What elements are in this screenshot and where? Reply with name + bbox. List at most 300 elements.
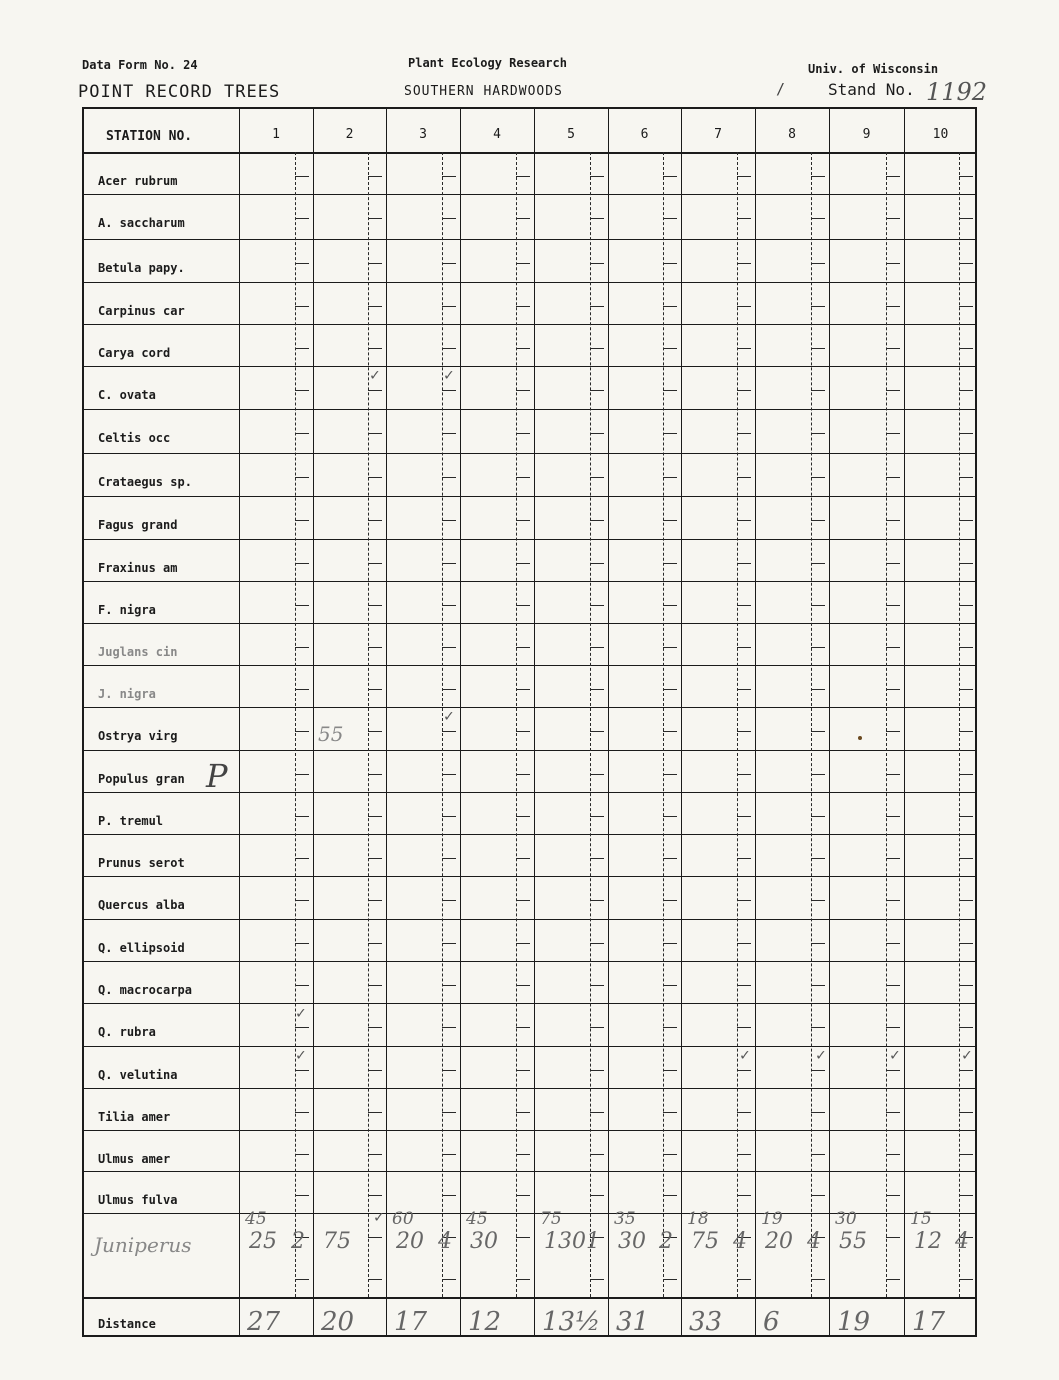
- juniperus-top-value: 45: [466, 1209, 488, 1229]
- sub-tick: [959, 858, 973, 859]
- sub-tick: [590, 306, 604, 307]
- sub-tick: [663, 1279, 677, 1280]
- sub-tick: [590, 433, 604, 434]
- sub-tick: [886, 774, 900, 775]
- sub-tick: [590, 816, 604, 817]
- sub-tick: [295, 985, 309, 986]
- juniperus-count: 2: [291, 1229, 305, 1254]
- sub-tick: [516, 176, 530, 177]
- subcolumn-line: [368, 152, 369, 1297]
- sub-tick: [886, 433, 900, 434]
- sub-tick: [368, 563, 382, 564]
- row-divider: [84, 876, 975, 877]
- sub-tick: [663, 1027, 677, 1028]
- sub-tick: [368, 306, 382, 307]
- sub-tick: [590, 176, 604, 177]
- record-table: [82, 107, 977, 1337]
- juniperus-bottom-value: 75: [323, 1229, 351, 1254]
- sub-tick: [516, 477, 530, 478]
- species-label: Populus gran: [98, 772, 185, 786]
- row-divider: [84, 239, 975, 240]
- distance-value: 33: [689, 1307, 723, 1337]
- sub-tick: [442, 433, 456, 434]
- sub-tick: [811, 689, 825, 690]
- sub-tick: [886, 943, 900, 944]
- sub-tick: [737, 647, 751, 648]
- sub-tick: [886, 218, 900, 219]
- sub-tick: [737, 520, 751, 521]
- sub-tick: [295, 218, 309, 219]
- sub-tick: [590, 774, 604, 775]
- sub-tick: [442, 816, 456, 817]
- sub-tick: [663, 943, 677, 944]
- sub-tick: [886, 520, 900, 521]
- sub-tick: [663, 1154, 677, 1155]
- species-label: F. nigra: [98, 603, 156, 617]
- sub-tick: [663, 348, 677, 349]
- sub-tick: [737, 985, 751, 986]
- sub-tick: [959, 1279, 973, 1280]
- row-divider: [84, 623, 975, 624]
- sub-tick: [886, 647, 900, 648]
- sub-tick: [442, 263, 456, 264]
- sub-tick: [368, 1154, 382, 1155]
- sub-tick: [295, 390, 309, 391]
- column-divider: [829, 109, 830, 1335]
- station-number: 2: [345, 127, 354, 142]
- sub-tick: [590, 731, 604, 732]
- sub-tick: [442, 1027, 456, 1028]
- sub-tick: [737, 900, 751, 901]
- sub-tick: [959, 263, 973, 264]
- sub-tick: [590, 900, 604, 901]
- species-label: Q. macrocarpa: [98, 983, 192, 997]
- sub-tick: [295, 1027, 309, 1028]
- sub-tick: [442, 390, 456, 391]
- sub-tick: [442, 176, 456, 177]
- sub-tick: [590, 477, 604, 478]
- sub-tick: [811, 563, 825, 564]
- sub-tick: [368, 263, 382, 264]
- sub-tick: [442, 900, 456, 901]
- sub-tick: [886, 1070, 900, 1071]
- sub-tick: [590, 1154, 604, 1155]
- sub-tick: [295, 306, 309, 307]
- sub-tick: [590, 1070, 604, 1071]
- sub-tick: [959, 390, 973, 391]
- check-mark: ✓: [444, 706, 454, 725]
- series-title: SOUTHERN HARDWOODS: [404, 84, 563, 99]
- sub-tick: [886, 306, 900, 307]
- sub-tick: [516, 900, 530, 901]
- sub-tick: [516, 605, 530, 606]
- station-number: 3: [419, 127, 427, 142]
- sub-tick: [959, 306, 973, 307]
- sub-tick: [590, 1112, 604, 1113]
- station-number: 7: [714, 127, 722, 142]
- sub-tick: [368, 985, 382, 986]
- sub-tick: [811, 647, 825, 648]
- station-number: 1: [272, 127, 280, 142]
- juniperus-top-value: 19: [761, 1209, 783, 1229]
- species-label: Ostrya virg: [98, 729, 178, 743]
- column-divider: [386, 109, 387, 1335]
- sub-tick: [295, 520, 309, 521]
- sub-tick: [663, 263, 677, 264]
- sub-tick: [368, 943, 382, 944]
- sub-tick: [590, 1195, 604, 1196]
- sub-tick: [295, 477, 309, 478]
- sub-tick: [516, 306, 530, 307]
- sub-tick: [368, 1027, 382, 1028]
- stand-number-label: Stand No.: [828, 80, 915, 99]
- species-label: A. saccharum: [98, 216, 185, 230]
- sub-tick: [737, 390, 751, 391]
- species-label: Acer rubrum: [98, 174, 178, 188]
- sub-tick: [516, 1279, 530, 1280]
- sub-tick: [737, 943, 751, 944]
- sub-tick: [811, 433, 825, 434]
- species-label: Juglans cin: [98, 645, 178, 659]
- sub-tick: [886, 1279, 900, 1280]
- check-mark: ✓: [444, 365, 454, 384]
- sub-tick: [737, 477, 751, 478]
- subcolumn-line: [516, 152, 517, 1297]
- populus-p-mark: P: [206, 757, 228, 795]
- sub-tick: [295, 774, 309, 775]
- check-mark: ✓: [296, 1003, 306, 1022]
- sub-tick: [442, 1070, 456, 1071]
- sub-tick: [590, 985, 604, 986]
- juniperus-count: 1: [586, 1229, 600, 1254]
- sub-tick: [295, 689, 309, 690]
- form-title: POINT RECORD TREES: [78, 82, 281, 102]
- species-label: Quercus alba: [98, 898, 185, 912]
- species-label: Betula papy.: [98, 261, 185, 275]
- sub-tick: [886, 731, 900, 732]
- sub-tick: [886, 858, 900, 859]
- species-label: Q. velutina: [98, 1068, 178, 1082]
- sub-tick: [886, 1195, 900, 1196]
- sub-tick: [959, 1154, 973, 1155]
- sub-tick: [737, 563, 751, 564]
- sub-tick: [516, 731, 530, 732]
- sub-tick: [663, 858, 677, 859]
- sub-tick: [737, 218, 751, 219]
- juniperus-bottom-value: 30: [618, 1229, 646, 1254]
- juniperus-top-value: 15: [910, 1209, 932, 1229]
- sub-tick: [959, 689, 973, 690]
- sub-tick: [368, 858, 382, 859]
- sub-tick: [442, 1195, 456, 1196]
- row-divider: [84, 366, 975, 367]
- check-mark: ✓: [816, 1045, 826, 1064]
- juniperus-count: 4: [438, 1229, 452, 1254]
- distance-value: 12: [468, 1307, 502, 1337]
- sub-tick: [811, 605, 825, 606]
- sub-tick: [368, 816, 382, 817]
- sub-tick: [886, 985, 900, 986]
- sub-tick: [737, 1027, 751, 1028]
- sub-tick: [590, 605, 604, 606]
- handwritten-species: Juniperus: [94, 1233, 192, 1257]
- subcolumn-line: [442, 152, 443, 1297]
- sub-tick: [811, 1195, 825, 1196]
- sub-tick: [442, 943, 456, 944]
- sub-tick: [886, 176, 900, 177]
- sub-tick: [516, 1237, 530, 1238]
- sub-tick: [516, 647, 530, 648]
- sub-tick: [959, 985, 973, 986]
- row-divider: [84, 919, 975, 920]
- row-divider: [84, 324, 975, 325]
- sub-tick: [516, 433, 530, 434]
- sub-tick: [959, 816, 973, 817]
- sub-tick: [516, 1195, 530, 1196]
- sub-tick: [811, 731, 825, 732]
- sub-tick: [811, 306, 825, 307]
- sub-tick: [663, 390, 677, 391]
- sub-tick: [886, 605, 900, 606]
- sub-tick: [811, 520, 825, 521]
- distance-value: 19: [837, 1307, 871, 1337]
- species-label: Fagus grand: [98, 518, 178, 532]
- sub-tick: [737, 348, 751, 349]
- sub-tick: [663, 605, 677, 606]
- sub-tick: [663, 520, 677, 521]
- sub-tick: [368, 900, 382, 901]
- sub-tick: [959, 477, 973, 478]
- station-number: 8: [788, 127, 796, 142]
- sub-tick: [737, 1154, 751, 1155]
- sub-tick: [959, 1027, 973, 1028]
- species-label: Fraxinus am: [98, 561, 178, 575]
- juniperus-count: 2: [659, 1229, 673, 1254]
- sub-tick: [442, 647, 456, 648]
- juniperus-bottom-value: 25: [249, 1229, 277, 1254]
- sub-tick: [516, 1112, 530, 1113]
- sub-tick: [959, 348, 973, 349]
- sub-tick: [959, 731, 973, 732]
- sub-tick: [442, 985, 456, 986]
- sub-tick: [368, 1195, 382, 1196]
- institution: Plant Ecology Research: [408, 56, 567, 70]
- row-divider: [84, 834, 975, 835]
- sub-tick: [590, 1279, 604, 1280]
- sub-tick: [959, 774, 973, 775]
- row-divider: [84, 961, 975, 962]
- sub-tick: [886, 563, 900, 564]
- row-divider: [84, 707, 975, 708]
- sub-tick: [886, 1154, 900, 1155]
- column-divider: [608, 109, 609, 1335]
- sub-tick: [959, 218, 973, 219]
- sub-tick: [811, 900, 825, 901]
- sub-tick: [590, 689, 604, 690]
- sub-tick: [295, 647, 309, 648]
- sub-tick: [442, 520, 456, 521]
- sub-tick: [295, 348, 309, 349]
- sub-tick: [959, 605, 973, 606]
- subcolumn-line: [663, 152, 664, 1297]
- sub-tick: [663, 985, 677, 986]
- row-divider: [84, 409, 975, 410]
- species-label: Crataegus sp.: [98, 475, 192, 489]
- row-divider: [84, 581, 975, 582]
- sub-tick: [368, 348, 382, 349]
- distance-value: 27: [247, 1307, 281, 1337]
- sub-tick: [442, 1112, 456, 1113]
- sub-tick: [295, 1070, 309, 1071]
- juniperus-bottom-value: 20: [765, 1229, 793, 1254]
- sub-tick: [959, 433, 973, 434]
- sub-tick: [590, 943, 604, 944]
- sub-tick: [516, 943, 530, 944]
- sub-tick: [516, 563, 530, 564]
- sub-tick: [886, 816, 900, 817]
- column-divider: [313, 109, 314, 1335]
- juniperus-count: 4: [807, 1229, 821, 1254]
- sub-tick: [663, 218, 677, 219]
- sub-tick: [295, 858, 309, 859]
- row-divider: [84, 750, 975, 751]
- sub-tick: [295, 1195, 309, 1196]
- column-divider: [460, 109, 461, 1335]
- subcolumn-line: [886, 152, 887, 1297]
- juniperus-bottom-value: 30: [470, 1229, 498, 1254]
- sub-tick: [811, 176, 825, 177]
- juniperus-count: 4: [733, 1229, 747, 1254]
- sub-tick: [886, 263, 900, 264]
- sub-tick: [737, 1070, 751, 1071]
- ink-dot: [858, 736, 862, 740]
- sub-tick: [959, 1070, 973, 1071]
- row-divider: [84, 1297, 975, 1299]
- row-divider: [84, 453, 975, 454]
- sub-tick: [737, 176, 751, 177]
- form-number: Data Form No. 24: [82, 58, 198, 72]
- sub-tick: [368, 774, 382, 775]
- juniperus-bottom-value: 55: [839, 1229, 867, 1254]
- juniperus-bottom-value: 75: [691, 1229, 719, 1254]
- sub-tick: [663, 900, 677, 901]
- check-mark: ✓: [374, 1207, 384, 1226]
- column-divider: [755, 109, 756, 1335]
- sub-tick: [295, 563, 309, 564]
- sub-tick: [959, 1112, 973, 1113]
- row-divider: [84, 152, 975, 154]
- sub-tick: [442, 1154, 456, 1155]
- sub-tick: [368, 689, 382, 690]
- sub-tick: [368, 605, 382, 606]
- sub-tick: [368, 218, 382, 219]
- sub-tick: [663, 563, 677, 564]
- sub-tick: [368, 477, 382, 478]
- sub-tick: [590, 348, 604, 349]
- sub-tick: [516, 1154, 530, 1155]
- distance-value: 13½: [542, 1307, 601, 1337]
- sub-tick: [368, 1070, 382, 1071]
- sub-tick: [368, 176, 382, 177]
- sub-tick: [516, 1070, 530, 1071]
- sub-tick: [811, 943, 825, 944]
- column-divider: [534, 109, 535, 1335]
- station-number: 6: [640, 127, 649, 142]
- ostrya-note: 55: [318, 722, 344, 746]
- sub-tick: [886, 1112, 900, 1113]
- sub-tick: [590, 1027, 604, 1028]
- sub-tick: [886, 390, 900, 391]
- sub-tick: [811, 390, 825, 391]
- sub-tick: [959, 647, 973, 648]
- sub-tick: [442, 218, 456, 219]
- sub-tick: [295, 816, 309, 817]
- sub-tick: [368, 1237, 382, 1238]
- sub-tick: [295, 1112, 309, 1113]
- sub-tick: [516, 390, 530, 391]
- sub-tick: [368, 1112, 382, 1113]
- sub-tick: [959, 900, 973, 901]
- sub-tick: [811, 1027, 825, 1028]
- sub-tick: [516, 985, 530, 986]
- sub-tick: [516, 520, 530, 521]
- sub-tick: [295, 176, 309, 177]
- sub-tick: [590, 647, 604, 648]
- sub-tick: [959, 1195, 973, 1196]
- sub-tick: [590, 520, 604, 521]
- sub-tick: [368, 1279, 382, 1280]
- juniperus-top-value: 18: [687, 1209, 709, 1229]
- station-number: 10: [932, 127, 949, 142]
- sub-tick: [886, 1237, 900, 1238]
- sub-tick: [368, 520, 382, 521]
- sub-tick: [295, 1154, 309, 1155]
- row-divider: [84, 1003, 975, 1004]
- sub-tick: [590, 263, 604, 264]
- juniperus-top-value: 75: [540, 1209, 562, 1229]
- species-label: Ulmus amer: [98, 1152, 171, 1166]
- sub-tick: [737, 1195, 751, 1196]
- sub-tick: [442, 605, 456, 606]
- station-number: 9: [862, 127, 871, 142]
- juniperus-top-value: 30: [835, 1209, 857, 1229]
- sub-tick: [663, 647, 677, 648]
- sub-tick: [886, 348, 900, 349]
- sub-tick: [368, 731, 382, 732]
- row-divider: [84, 282, 975, 283]
- distance-value: 20: [321, 1307, 355, 1337]
- distance-value: 31: [616, 1307, 650, 1337]
- sub-tick: [811, 348, 825, 349]
- sub-tick: [442, 348, 456, 349]
- sub-tick: [516, 348, 530, 349]
- species-label: Q. rubra: [98, 1025, 156, 1039]
- sub-tick: [811, 985, 825, 986]
- sub-tick: [737, 858, 751, 859]
- sub-tick: [737, 774, 751, 775]
- sub-tick: [590, 563, 604, 564]
- sub-tick: [516, 816, 530, 817]
- column-divider: [681, 109, 682, 1335]
- check-mark: ✓: [296, 1045, 306, 1064]
- species-label: Celtis occ: [98, 431, 171, 445]
- sub-tick: [368, 390, 382, 391]
- sub-tick: [811, 477, 825, 478]
- station-number: 5: [567, 127, 575, 142]
- sub-tick: [886, 477, 900, 478]
- sub-tick: [442, 563, 456, 564]
- sub-tick: [516, 218, 530, 219]
